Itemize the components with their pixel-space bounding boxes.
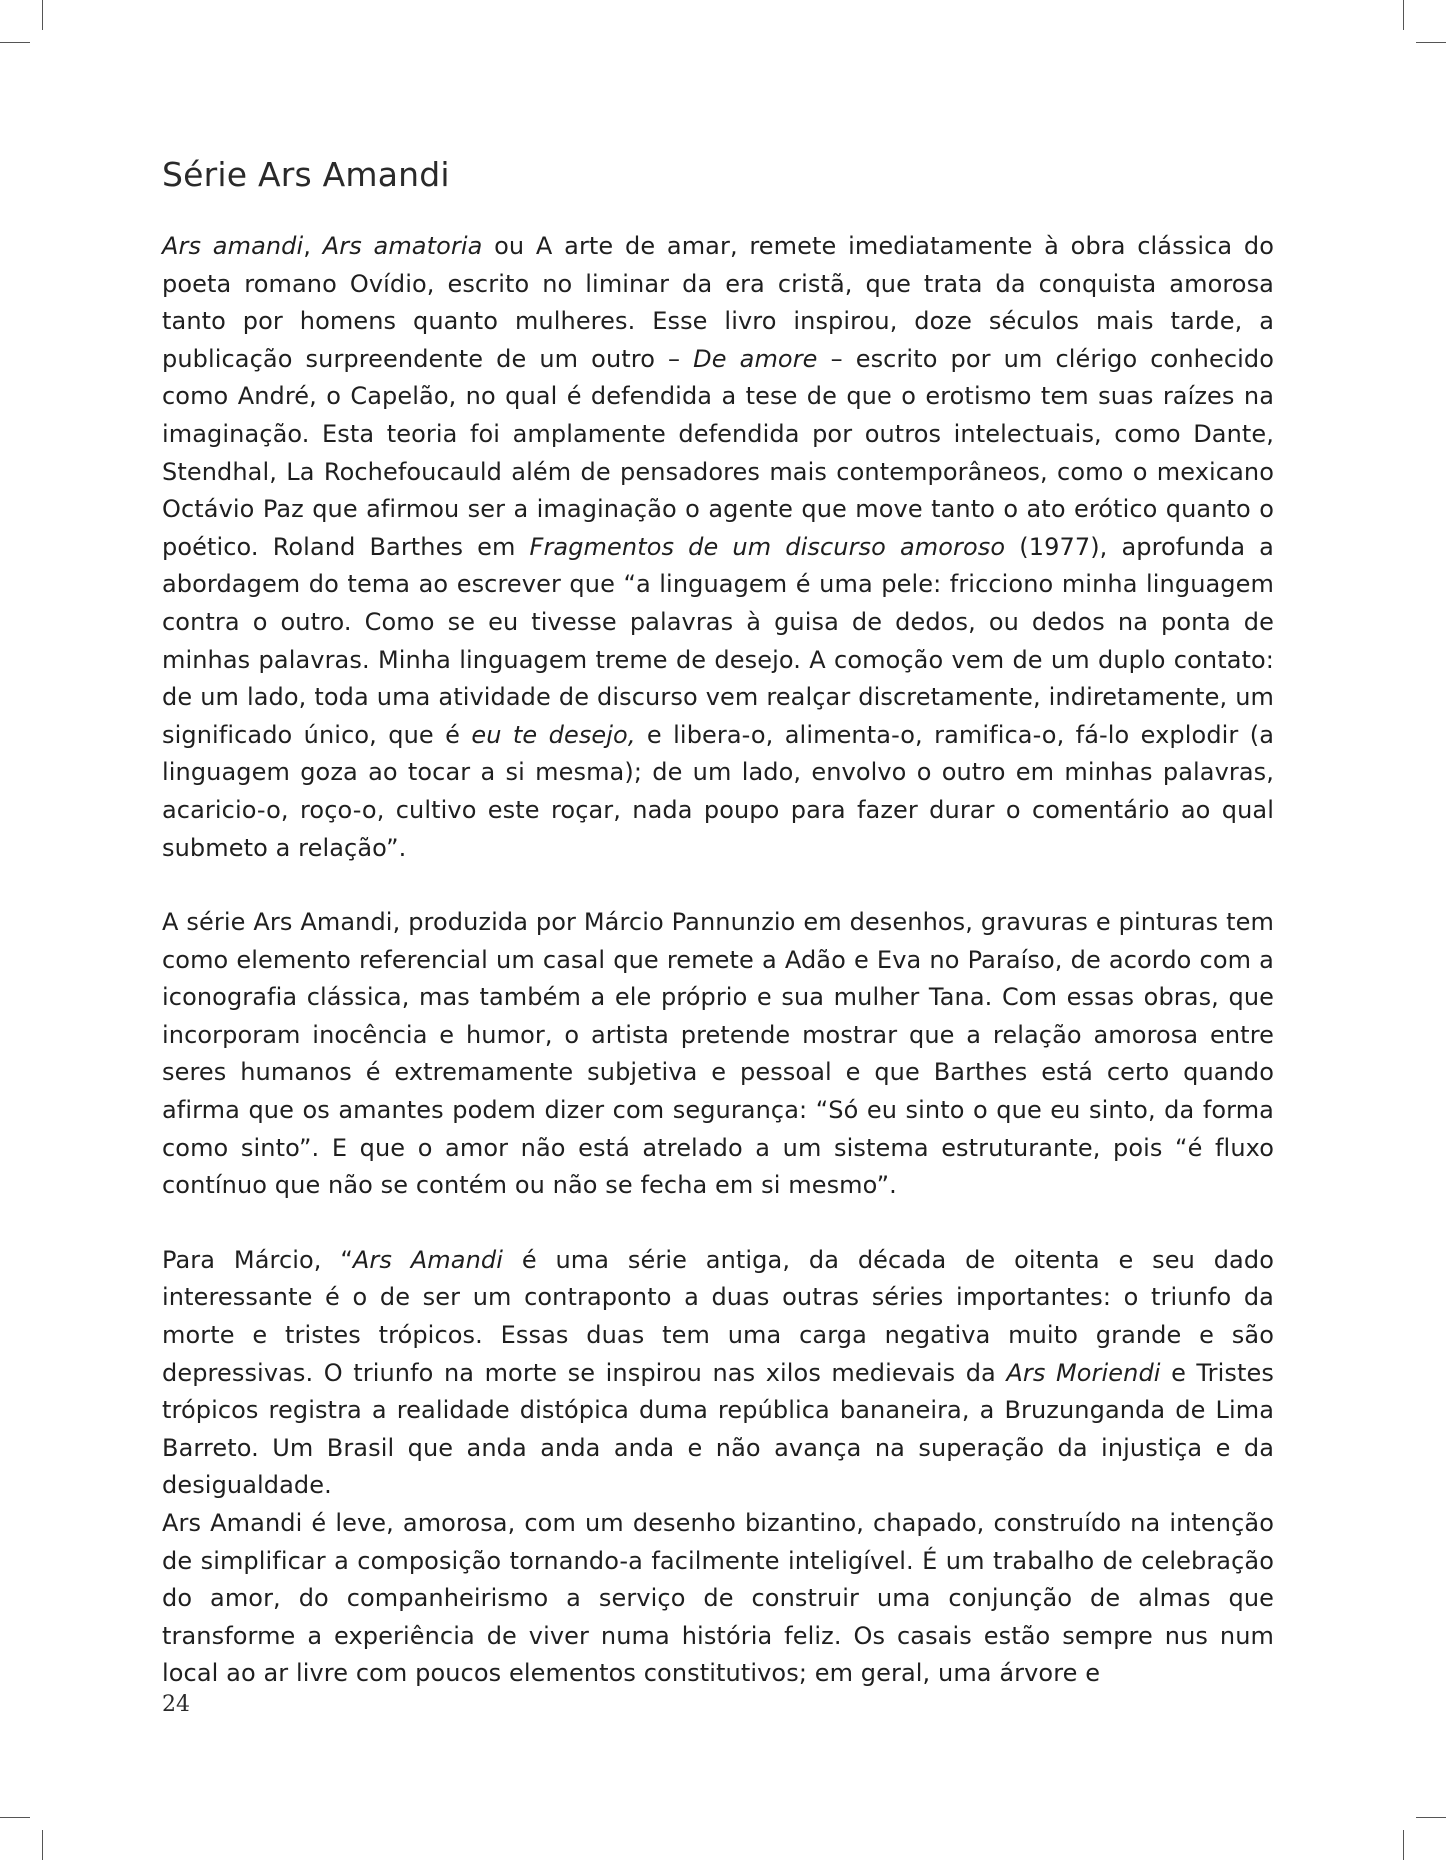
paragraph-2 xyxy=(162,904,1274,1205)
page-number: 24 xyxy=(162,1692,190,1717)
crop-mark xyxy=(42,1830,43,1860)
crop-mark xyxy=(1403,1830,1404,1860)
text-run: e Tristes trópicos registra a realidade distópica duma república bananeira, a Bruzunganda de Lima Barreto. Um Brasil que anda anda anda e não avança na superação da injustiça e da desigualdade. xyxy=(162,1358,1274,1500)
crop-mark xyxy=(1403,0,1404,30)
text-run: A série Ars Amandi, produzida por Márcio Pannunzio em desenhos, gravuras e pinturas tem como elemento referencial um casal que remete a Adão e Eva no Paraíso, de acordo com a iconografia clássica, mas também a ele próprio e sua mulher Tana. Com essas obras, que incorporam inocência e humor, o artista pretende mostrar que a relação amorosa entre seres humanos é extremamente subjetiva e pessoal e que Barthes está certo quando afirma que os amantes podem dizer com segurança: “Só eu sinto o que eu sinto, da forma como sinto”. E que o amor não está atrelado a um sistema estruturante, pois “é fluxo contínuo que não se contém ou não se fecha em si mesmo”. xyxy=(162,908,1274,1200)
crop-mark xyxy=(0,42,30,43)
page-content xyxy=(162,150,1274,1730)
italic-text-run: Ars amandi xyxy=(162,232,304,260)
text-run: Ars Amandi é leve, amorosa, com um desenho bizantino, chapado, construído na intenção de simplificar a composição tornando-a facilmente inteligível. É um trabalho de celebração do amor, do companheirismo a serviço de construir uma conjunção de almas que transforme a experiência de viver numa história feliz. Os casais estão sempre nus num local ao ar livre com poucos elementos constitutivos; em geral, uma árvore e xyxy=(162,1509,1274,1688)
text-run: – escrito por um clérigo conhecido como André, o Capelão, no qual é defendida a tese de que o erotismo tem suas raízes na imaginação. Esta teoria foi amplamente defendida por outros intelectuais, como Dante, Stendhal, La Rochefoucauld além de pensadores mais contemporâneos, como o mexicano Octávio Paz que afirmou ser a imaginação o agente que move tanto o ato erótico quanto o poético. Roland Barthes em xyxy=(162,344,1274,561)
crop-mark xyxy=(1416,1817,1446,1818)
crop-mark xyxy=(42,0,43,30)
text-run: ou A arte de amar, remete imediatamente à obra clássica do poeta romano Ovídio, escrito no liminar da era cristã, que trata da conquista amorosa tanto por homens quanto mulheres. Esse livro inspirou, doze séculos mais tarde, a publicação surpreendente de um outro – xyxy=(162,232,1275,373)
text-run: , xyxy=(303,232,323,260)
text-run: é uma série antiga, da década de oitenta e seu dado interessante é o de ser um contraponto a duas outras séries importantes: o triunfo da morte e tristes trópicos. Essas duas tem uma carga negativa muito grande e são depressivas. O triunfo na morte se inspirou nas xilos medievais da xyxy=(162,1245,1274,1387)
crop-mark xyxy=(0,1817,30,1818)
text-run: Para Márcio, “ xyxy=(162,1245,353,1274)
italic-text-run: Ars Amandi xyxy=(352,1245,503,1274)
paragraph-4 xyxy=(162,1505,1274,1693)
italic-text-run: De amore xyxy=(693,344,818,373)
crop-mark xyxy=(1416,42,1446,43)
text-run: e libera-o, alimenta-o, ramifica-o, fá-lo explodir (a linguagem goza ao tocar a si mesma); de um lado, envolvo o outro em minhas palavras, acaricio-o, roço-o, cultivo este roçar, nada poupo para fazer durar o comentário ao qual submeto a relação”. xyxy=(162,720,1275,862)
italic-text-run: Ars amatoria xyxy=(322,232,483,260)
text-run: (1977), aprofunda a abordagem do tema ao escrever que “a linguagem é uma pele: fricciono minha linguagem contra o outro. Como se eu tivesse palavras à guisa de dedos, ou dedos na ponta de minhas palavras. Minha linguagem treme de desejo. A comoção vem de um duplo contato: de um lado, toda uma atividade de discurso vem realçar discretamente, indiretamente, um significado único, que é xyxy=(162,532,1274,749)
italic-text-run: Fragmentos de um discurso amoroso xyxy=(529,532,1006,561)
page-title: Série Ars Amandi xyxy=(162,155,450,194)
paragraph-1 xyxy=(162,228,1274,867)
italic-text-run: Ars Moriendi xyxy=(1006,1358,1161,1387)
italic-text-run: eu te desejo, xyxy=(471,720,636,749)
paragraph-3 xyxy=(162,1242,1274,1505)
